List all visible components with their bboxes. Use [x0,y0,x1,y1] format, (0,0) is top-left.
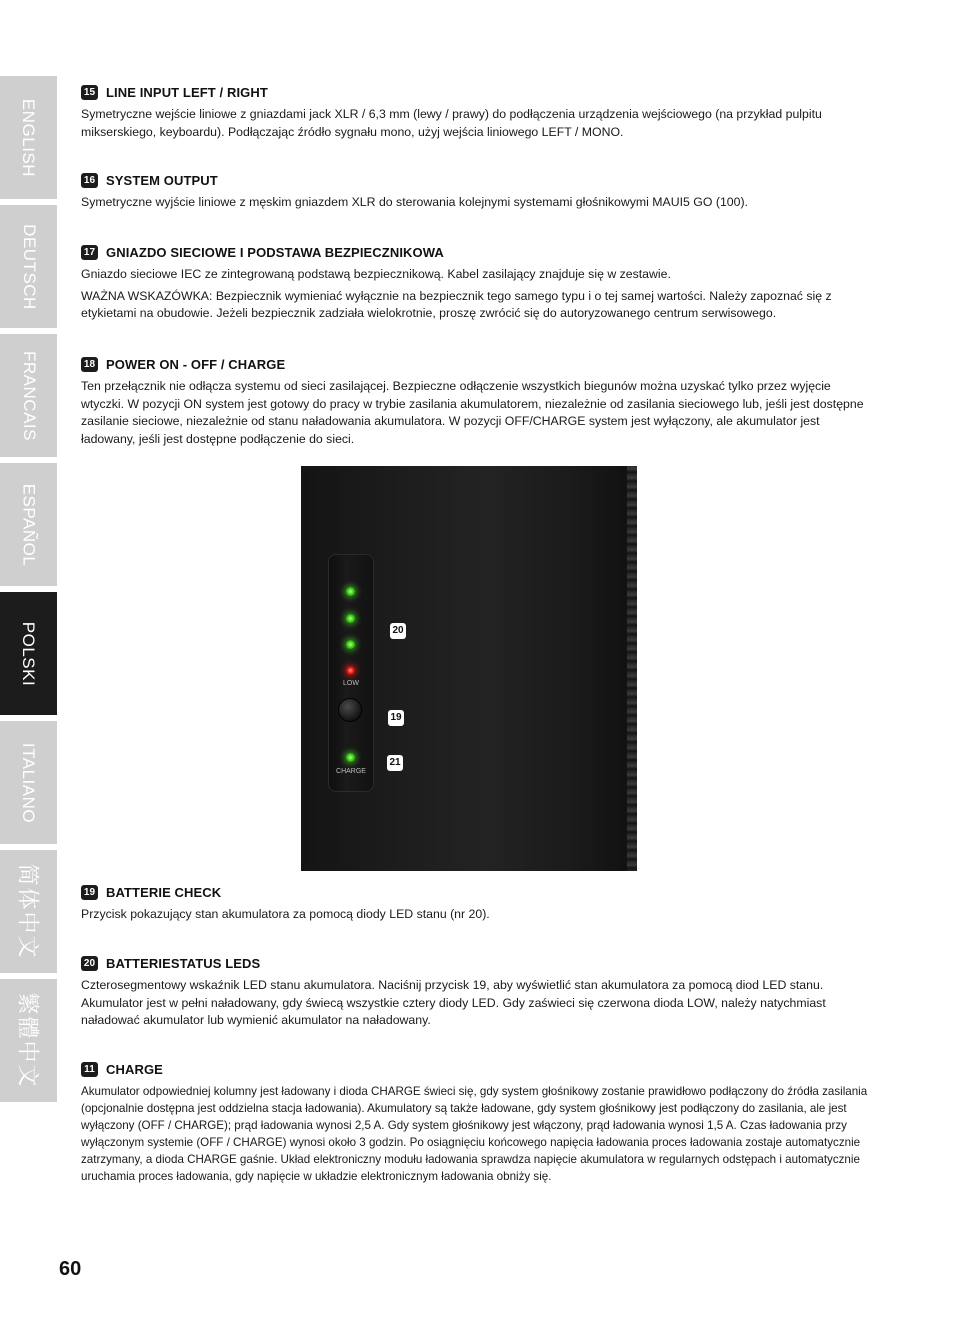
section-heading [81,1062,871,1077]
tab-simplified-chinese[interactable] [0,850,57,973]
section-number-badge: 20 [81,956,98,971]
callout-19: 19 [388,710,404,726]
section-text: Ten przełącznik nie odłącza systemu od sieci zasilającej. Bezpieczne odłączenie wszystkich biegunów można uzyskać tylko przez wyjęcie wtyczki. W pozycji ON system jest gotowy do pracy w trybie zasilania akumulatorem, niezależnie od zasilania sieciowego lub, jeśli jest dostępne zasilanie sieciowe, niezależnie od stanu naładowania akumulatora. W pozycji OFF/CHARGE system jest wyłączony, ale akumulator jest ładowany, jeśli jest dostępne podłączenie do sieci. [81,379,864,446]
section-heading [81,173,871,188]
section-text: Czterosegmentowy wskaźnik LED stanu akumulatora. Naciśnij przycisk 19, aby wyświetlić stan akumulatora za pomocą diod LED stanu. Akumulator jest w pełni naładowany, gdy świecą wszystkie cztery diody LED. Gdy zaświeci się czerwona dioda LOW, należy natychmiast naładować akumulator lub wymienić akumulator na naładowany. [81,978,826,1027]
speaker-grille-edge [627,466,637,871]
section-text: Przycisk pokazujący stan akumulatora za pomocą diody LED stanu (nr 20). [81,907,490,921]
charge-led [346,753,355,762]
section-title: GNIAZDO SIECIOWE I PODSTAWA BEZPIECZNIKOWA [106,245,444,260]
tab-label: ESPAÑOL [19,483,39,566]
section-number-badge: 11 [81,1062,98,1077]
section-heading [81,885,871,900]
section-battery-status-leds [81,956,871,1030]
section-title: CHARGE [106,1062,163,1077]
tab-traditional-chinese[interactable] [0,979,57,1102]
section-title: SYSTEM OUTPUT [106,173,218,188]
battery-check-button [339,699,361,721]
tab-label: FRANCAIS [19,350,39,441]
tab-deutsch[interactable] [0,205,57,328]
tab-italiano[interactable] [0,721,57,844]
battery-panel-photo [301,466,637,871]
tab-label: ENGLISH [19,98,39,177]
tab-english[interactable] [0,76,57,199]
tab-espanol[interactable] [0,463,57,586]
tab-label: 繁體中文 [15,992,41,1089]
section-number-badge: 15 [81,85,98,100]
section-heading [81,85,871,100]
section-system-output [81,173,871,212]
battery-control-panel [328,554,374,792]
section-title: LINE INPUT LEFT / RIGHT [106,85,268,100]
section-power-switch [81,357,871,448]
tab-label: POLSKI [19,621,39,686]
section-text: Gniazdo sieciowe IEC ze zintegrowaną podstawą bezpiecznikową. Kabel zasilający znajduje się w zestawie. [81,267,671,281]
battery-led-3 [346,640,355,649]
section-number-badge: 16 [81,173,98,188]
section-power-socket [81,245,871,323]
section-number-badge: 18 [81,357,98,372]
tab-label: 简体中文 [15,863,41,960]
callout-21: 21 [387,755,403,771]
section-title: BATTERIESTATUS LEDS [106,956,261,971]
section-number-badge: 19 [81,885,98,900]
led-low-label: LOW [343,680,359,687]
tab-label: ITALIANO [19,742,39,823]
callout-20: 20 [390,623,406,639]
section-text: Symetryczne wyjście liniowe z męskim gniazdem XLR do sterowania kolejnymi systemami głośnikowymi MAUI5 GO (100). [81,195,748,209]
section-number-badge: 17 [81,245,98,260]
battery-led-1 [346,587,355,596]
tab-label: DEUTSCH [19,223,39,310]
section-line-input [81,85,871,141]
battery-led-low [346,666,355,675]
section-heading [81,357,871,372]
section-title: POWER ON - OFF / CHARGE [106,357,286,372]
section-text: Symetryczne wejście liniowe z gniazdami jack XLR / 6,3 mm (lewy / prawy) do podłączenia urządzenia wejściowego (na przykład pulpitu mikserskiego, keyboardu). Podłączając źródło sygnału mono, użyj wejścia liniowego LEFT / MONO. [81,107,822,139]
tab-francais[interactable] [0,334,57,457]
battery-led-2 [346,614,355,623]
section-warning-text: WAŻNA WSKAZÓWKA: Bezpiecznik wymieniać wyłącznie na bezpiecznik tego samego typu i o tej samej wartości. Należy zapoznać się z etykietami na obudowie. Jeżeli bezpiecznik zadziała wielokrotnie, proszę zwrócić się do autoryzowanego centrum serwisowego. [81,288,832,320]
led-charge-label: CHARGE [336,768,366,775]
section-battery-check [81,885,871,924]
section-heading [81,245,871,260]
page-number: 60 [59,1258,82,1280]
tab-polski[interactable] [0,592,57,715]
section-heading [81,956,871,971]
section-text: Akumulator odpowiedniej kolumny jest ładowany i dioda CHARGE świeci się, gdy system głośnikowy zostanie prawidłowo podłączony do źródła zasilania (opcjonalnie dostępna jest oddzielna stacja ładowania). Akumulatory są także ładowane, gdy system głośnikowy jest podłączony do zasilania, ale jest wyłączony (OFF / CHARGE); prąd ładowania wynosi 2,5 A. Gdy system głośnikowy jest włączony, prąd ładowania wynosi 1,5 A. Czas ładowania przy wyłączonym systemie (OFF / CHARGE) wynosi około 3 godzin. Po osiągnięciu końcowego napięcia ładowania proces ładowania zostaje automatycznie zatrzymany, a dioda CHARGE gaśnie. Układ elektroniczny modułu ładowania sprawdza napięcie akumulatora w regularnych odstępach i automatycznie uruchamia proces ładowania, gdy napięcie w układzie elektronicznym ładowania obniży się. [81,1085,868,1183]
section-charge [81,1062,871,1185]
section-title: BATTERIE CHECK [106,885,222,900]
